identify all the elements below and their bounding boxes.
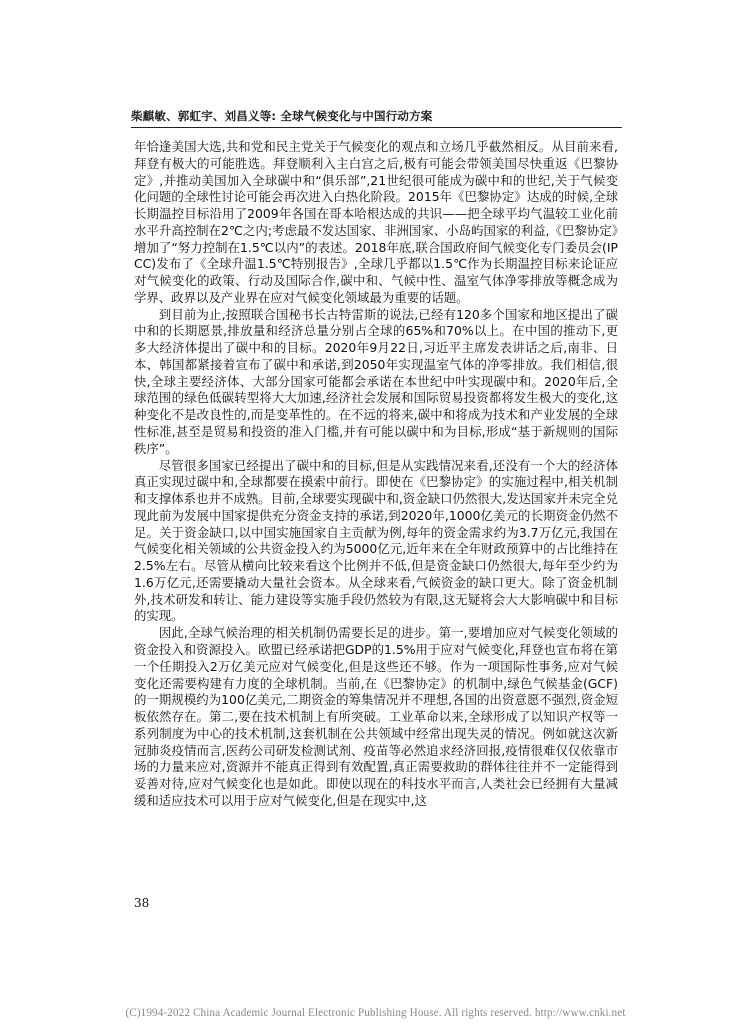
body-paragraph-1: 年恰逢美国大选,共和党和民主党关于气候变化的观点和立场几乎截然相反。从目前来看,拜登有极大的可能胜选。拜登顺利入主白宫之后,极有可能会带领美国尽快重返《巴黎协定》,并推动美国加入全球碳中和“俱乐部”,21世纪很可能成为碳中和的世纪,关于气候变化问题的全球性讨论可能会再次进入白热化阶段。2015年《巴黎协定》达成的时候,全球长期温控目标沿用了2009年各国在哥本哈根达成的共识——把全球平均气温较工业化前水平升高控制在2℃之内;考虑最不发达国家、非洲国家、小岛屿国家的利益,《巴黎协定》增加了“努力控制在1.5℃以内”的表述。2018年底,联合国政府间气候变化专门委员会(IPCC)发布了《全球升温1.5℃特别报告》,全球几乎都以1.5℃作为长期温控目标来论证应对气候变化的政策、行动及国际合作,碳中和、气候中性、温室气体净零排放等概念成为学界、政界以及产业界在应对气候变化领域最为重要的话题。 <box>134 139 618 305</box>
header-rule <box>131 127 622 128</box>
body-paragraph-3: 尽管很多国家已经提出了碳中和的目标,但是从实践情况来看,还没有一个大的经济体真正实现过碳中和,全球都要在摸索中前行。即使在《巴黎协定》的实施过程中,相关机制和支撑体系也并不成熟。目前,全球要实现碳中和,资金缺口仍然很大,发达国家并未完全兑现此前为发展中国家提供充分资金支持的承诺,到2020年,1000亿美元的长期资金仍然不足。关于资金缺口,以中国实施国家自主贡献为例,每年的资金需求约为3.7万亿元,我国在气候变化相关领域的公共资金投入约为5000亿元,近年来在全年财政预算中的占比维持在2.5%左右。尽管从横向比较来看这个比例并不低,但是资金缺口仍然很大,每年至少约为1.6万亿元,还需要撬动大量社会资本。从全球来看,气候资金的缺口更大。除了资金机制外,技术研发和转让、能力建设等实施手段仍然较为有限,这无疑将会大大影响碳中和目标的实现。 <box>134 457 618 624</box>
running-header: 柴麒敏、郭虹宇、刘昌义等: 全球气候变化与中国行动方案 <box>131 109 433 123</box>
body-paragraph-4: 因此,全球气候治理的相关机制仍需要长足的进步。第一,要增加应对气候变化领域的资金投入和资源投入。欧盟已经承诺把GDP的1.5%用于应对气候变化,拜登也宣布将在第一个任期投入2万亿美元应对气候变化,但是这些还不够。作为一项国际性事务,应对气候变化还需要构建有力度的全球机制。当前,在《巴黎协定》的机制中,绿色气候基金(GCF)的一期规模约为100亿美元,二期资金的筹集情况并不理想,各国的出资意愿不强烈,资金短板依然存在。第二,要在技术机制上有所突破。工业革命以来,全球形成了以知识产权等一系列制度为中心的技术机制,这套机制在公共领域中经常出现失灵的情况。例如就这次新冠肺炎疫情而言,医药公司研发检测试剂、疫苗等必然追求经济回报,疫情很难仅仅依靠市场的力量来应对,资源并不能真正得到有效配置,真正需要救助的群体往往并不一定能得到妥善对待,应对气候变化也是如此。即使以现在的科技水平而言,人类社会已经拥有大量减缓和适应技术可以用于应对气候变化,但是在现实中,这 <box>134 625 618 808</box>
article-body <box>134 139 618 810</box>
page-number: 38 <box>134 896 150 910</box>
body-paragraph-2: 到目前为止,按照联合国秘书长古特雷斯的说法,已经有120多个国家和地区提出了碳中和的长期愿景,排放量和经济总量分别占全球的65%和70%以上。在中国的推动下,更多大经济体提出了碳中和的目标。2020年9月22日,习近平主席发表讲话之后,南非、日本、韩国都紧接着宣布了碳中和承诺,到2050年实现温室气体的净零排放。我们相信,很快,全球主要经济体、大部分国家可能都会承诺在本世纪中叶实现碳中和。2020年后,全球范围的绿色低碳转型将大大加速,经济社会发展和国际贸易投资都将发生极大的变化,这种变化不是改良性的,而是变革性的。在不远的将来,碳中和将成为技术和产业发展的全球性标准,甚至是贸易和投资的准入门槛,并有可能以碳中和为目标,形成“基于新规则的国际秩序”。 <box>134 306 618 456</box>
copyright-notice: (C)1994-2022 China Academic Journal Electronic Publishing House. All rights reserved. http://www.cnki.net <box>125 1007 626 1019</box>
